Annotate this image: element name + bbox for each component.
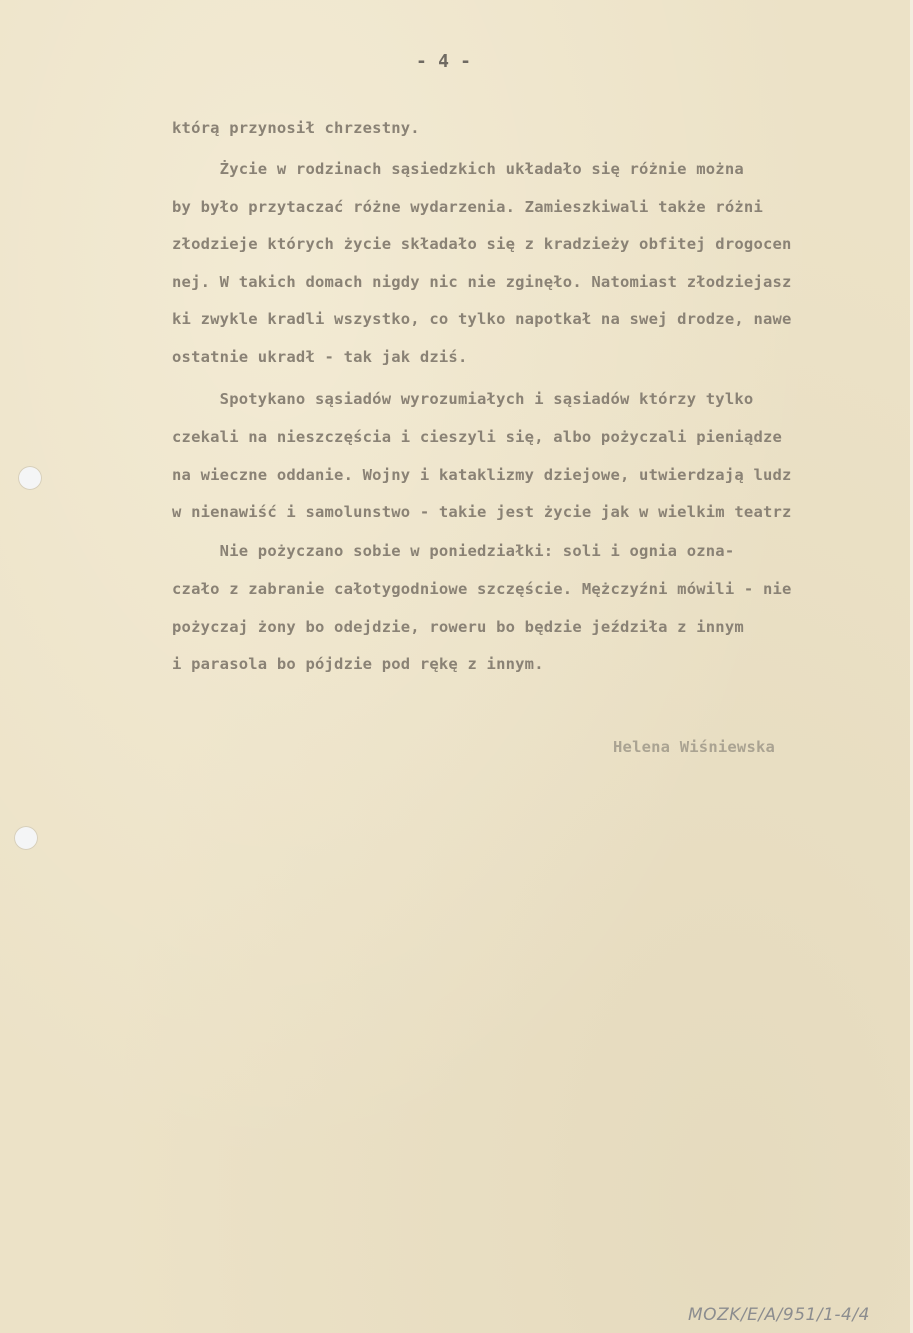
- text-line: pożyczaj żony bo odejdzie, roweru bo będzie jeździła z innym: [172, 618, 744, 636]
- archive-reference-mark: MOZK/E/A/951/1-4/4: [688, 1305, 870, 1325]
- punch-hole: [14, 826, 38, 850]
- text-line: którą przynosił chrzestny.: [172, 119, 420, 137]
- text-line: ostatnie ukradł - tak jak dziś.: [172, 348, 468, 366]
- signature: Helena Wiśniewska: [613, 738, 776, 756]
- text-line: złodzieje których życie składało się z kradzieży obfitej drogocen: [172, 235, 792, 253]
- text-line: czało z zabranie całotygodniowe szczęście. Mężczyźni mówili - nie: [172, 580, 792, 598]
- text-line: czekali na nieszczęścia i cieszyli się, albo pożyczali pieniądze: [172, 428, 783, 446]
- text-line: w nienawiść i samolunstwo - takie jest życie jak w wielkim teatrz: [172, 503, 792, 521]
- text-line: Nie pożyczano sobie w poniedziałki: soli i ognia ozna-: [172, 542, 735, 560]
- text-line: i parasola bo pójdzie pod rękę z innym.: [172, 655, 544, 673]
- text-line: ki zwykle kradli wszystko, co tylko napotkał na swej drodze, nawe: [172, 310, 792, 328]
- text-line: nej. W takich domach nigdy nic nie zginęło. Natomiast złodziejasz: [172, 273, 792, 291]
- page-number: - 4 -: [416, 51, 472, 72]
- text-line: Spotykano sąsiadów wyrozumiałych i sąsiadów którzy tylko: [172, 390, 754, 408]
- text-line: na wieczne oddanie. Wojny i kataklizmy dziejowe, utwierdzają ludz: [172, 466, 792, 484]
- text-line: by było przytaczać różne wydarzenia. Zamieszkiwali także różni: [172, 198, 763, 216]
- punch-hole: [18, 466, 42, 490]
- text-line: Życie w rodzinach sąsiedzkich układało się różnie można: [172, 160, 744, 178]
